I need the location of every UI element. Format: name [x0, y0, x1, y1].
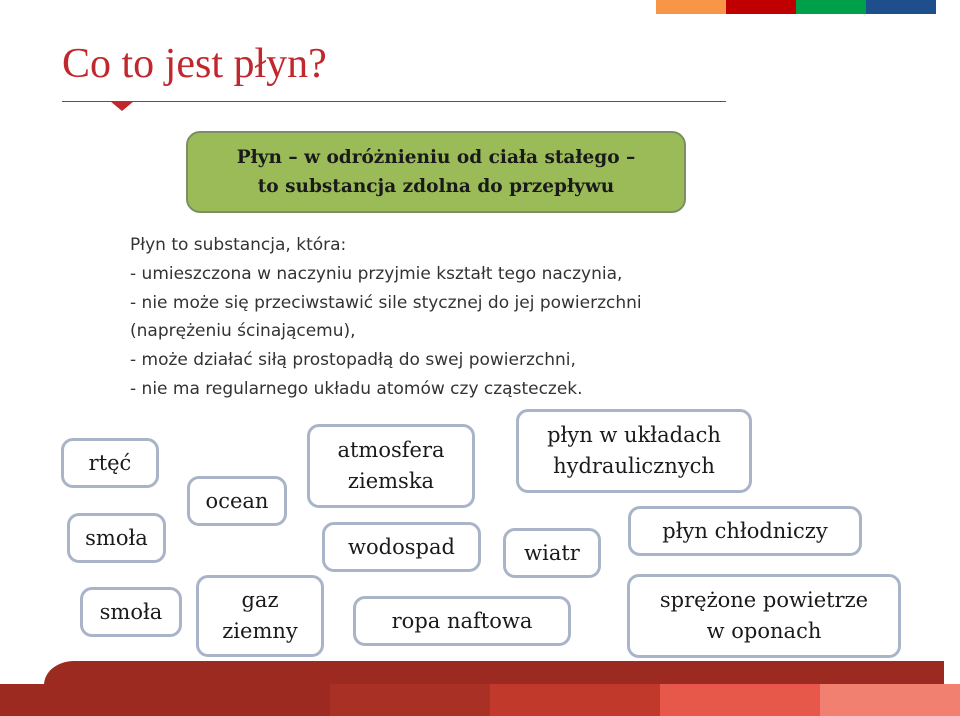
example-smola-2 — [80, 587, 182, 637]
body-line: - nie może się przeciwstawić sile stycznej do jej powierzchni — [130, 292, 642, 313]
example-smola-1 — [67, 513, 166, 563]
example-label-line-1: sprężone powietrze — [659, 588, 869, 612]
body-text — [130, 231, 850, 404]
example-rtec — [61, 438, 159, 488]
example-label-line-2: ziemska — [347, 469, 435, 493]
top-bar-red — [726, 0, 796, 14]
example-label: ocean — [205, 488, 269, 513]
bottom-strip-mid — [490, 684, 660, 716]
body-line: - może działać siłą prostopadłą do swej powierzchni, — [130, 350, 576, 371]
top-bar-green — [796, 0, 866, 14]
example-label-line-1: atmosfera — [337, 438, 445, 462]
example-label: wodospad — [348, 534, 455, 559]
definition-box — [186, 131, 686, 213]
example-wodospad — [322, 522, 481, 572]
example-label: wiatr — [524, 540, 580, 565]
page-title: Co to jest płyn? — [62, 41, 327, 87]
definition-line-1: Płyn – w odróżnieniu od ciała stałego – — [236, 147, 636, 168]
title-notch-arrow — [110, 101, 134, 111]
bottom-strip-segment — [330, 684, 490, 716]
example-label-line-2: ziemny — [222, 619, 298, 643]
top-bar-orange — [656, 0, 726, 14]
example-plyn-chlodniczy — [628, 506, 862, 556]
body-line: Płyn to substancja, która: — [130, 235, 347, 255]
example-label: smoła — [85, 525, 148, 550]
body-line: - umieszczona w naczyniu przyjmie kształt tego naczynia, — [130, 263, 623, 284]
bottom-curve — [44, 661, 944, 685]
example-label: rtęć — [88, 450, 132, 475]
example-label-line-1: płyn w układach — [547, 423, 721, 447]
example-label-line-2: w oponach — [706, 619, 822, 643]
bottom-strip-dark — [0, 684, 330, 716]
definition-line-2: to substancja zdolna do przepływu — [257, 176, 615, 197]
body-line: (naprężeniu ścinającemu), — [130, 321, 356, 342]
top-bar-blue — [866, 0, 936, 14]
title-underline — [62, 101, 726, 102]
example-ropa-naftowa — [353, 596, 571, 646]
example-wiatr — [503, 528, 601, 578]
example-label-line-1: gaz — [241, 588, 279, 612]
example-hydraulika — [516, 409, 752, 493]
example-gaz-ziemny — [196, 575, 324, 657]
example-label: płyn chłodniczy — [662, 518, 828, 543]
body-line: - nie ma regularnego układu atomów czy cząsteczek. — [130, 378, 583, 399]
example-atmosfera-ziemska — [307, 424, 475, 508]
bottom-strip-light — [660, 684, 820, 716]
example-sprezone-powietrze — [627, 574, 901, 658]
bottom-strip-pale — [820, 684, 960, 716]
example-label: ropa naftowa — [391, 608, 533, 633]
example-label-line-2: hydraulicznych — [553, 454, 715, 478]
example-ocean — [187, 476, 287, 526]
example-label: smoła — [99, 599, 163, 624]
